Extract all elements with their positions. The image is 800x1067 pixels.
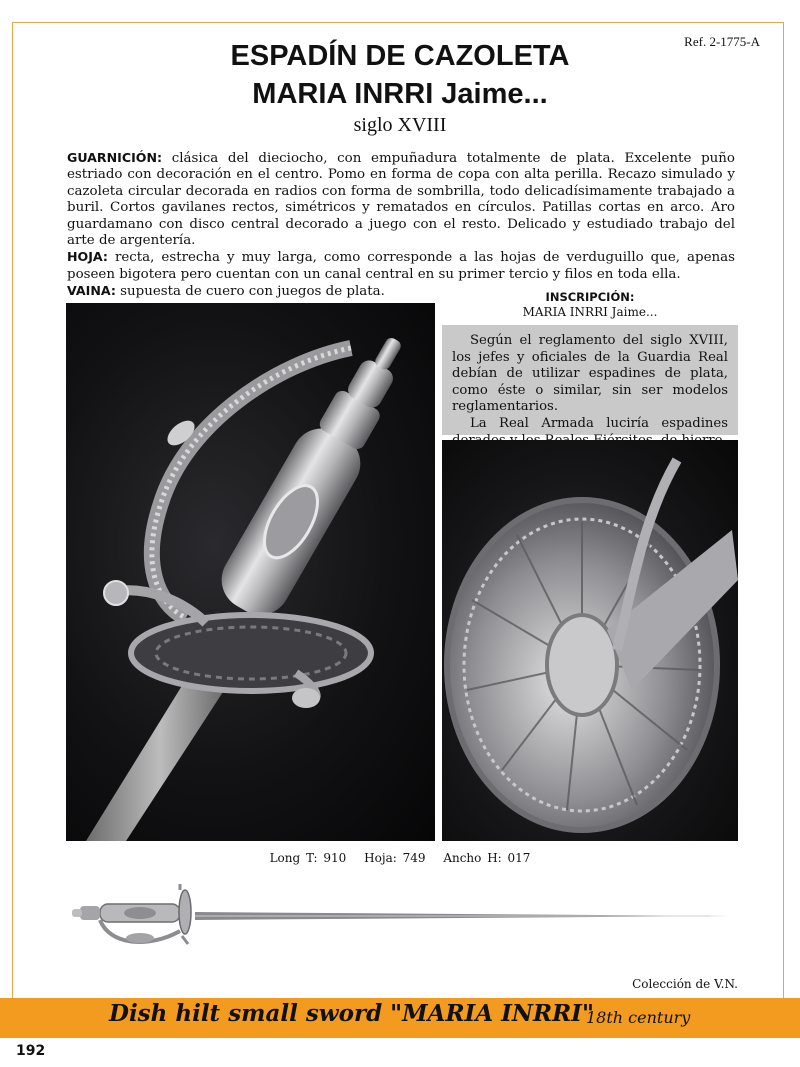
note-paragraph-2: La Real Armada luciría espadines	[470, 415, 728, 431]
guarnicion-text: clásica del dieciocho, con empuñadura totalmente de plata. Excelente puño estriado con decoración en el centro. Pomo en forma de copa con alta perilla. Recazo simulado y cazoleta circular decorada en radios con forma de sombrilla, todo delicadísimamente trabajado a buril. Cortos gavilanes rectos, simétricos y rematados en círculos. Patillas cortas en arco. Aro guardamano con disco central decorado a juego con el resto. Delicado y estudiado trabajo del arte de argentería.	[67, 151, 735, 249]
vaina-text: supuesta de cuero con juegos de plata.	[115, 284, 385, 300]
page-title-name: MARIA INRRI Jaime...	[252, 78, 548, 110]
vaina-label: VAINA:	[67, 283, 116, 299]
historical-note	[442, 325, 738, 435]
page-number: 192	[16, 1043, 46, 1059]
inscription-label: INSCRIPCIÓN:	[545, 290, 635, 304]
hoja-paragraph	[67, 249, 735, 283]
inscription-text: MARIA INRRI Jaime...	[522, 305, 658, 319]
collection-credit: Colección de V.N.	[632, 977, 738, 991]
note-paragraph-1: Según el reglamento del siglo XVIII, los jefes y oficiales de la Guardia Real debían de utilizar espadines de plata, como éste o similar, sin ser modelos reglamentarios.	[452, 333, 728, 415]
guarnicion-paragraph	[67, 150, 735, 249]
english-title: Dish hilt small sword "MARIA INRRI"	[109, 1000, 594, 1027]
hoja-label: HOJA:	[67, 249, 108, 265]
blade-width: Ancho H: 017	[443, 851, 531, 865]
page-title: ESPADÍN DE CAZOLETA	[230, 40, 570, 72]
guarnicion-label: GUARNICIÓN:	[67, 150, 163, 165]
hoja-text: recta, estrecha y muy larga, como corresponde a las hojas de verduguillo que, apenas poseen bigotera pero cuentan con un canal central en su primer tercio y filos en toda ella.	[67, 250, 735, 282]
measurements	[0, 851, 800, 865]
page-subtitle: siglo XVIII	[353, 114, 447, 136]
dish-guard-photo	[442, 440, 738, 841]
english-subtitle: 18th century	[586, 1008, 691, 1027]
sword-hilt-photo	[66, 303, 435, 841]
description	[67, 150, 735, 301]
full-sword-photo	[70, 876, 730, 956]
length-total: Long T: 910	[269, 851, 347, 865]
reference-number: Ref. 2-1775-A	[684, 34, 760, 49]
blade-length: Hoja: 749	[364, 851, 426, 865]
